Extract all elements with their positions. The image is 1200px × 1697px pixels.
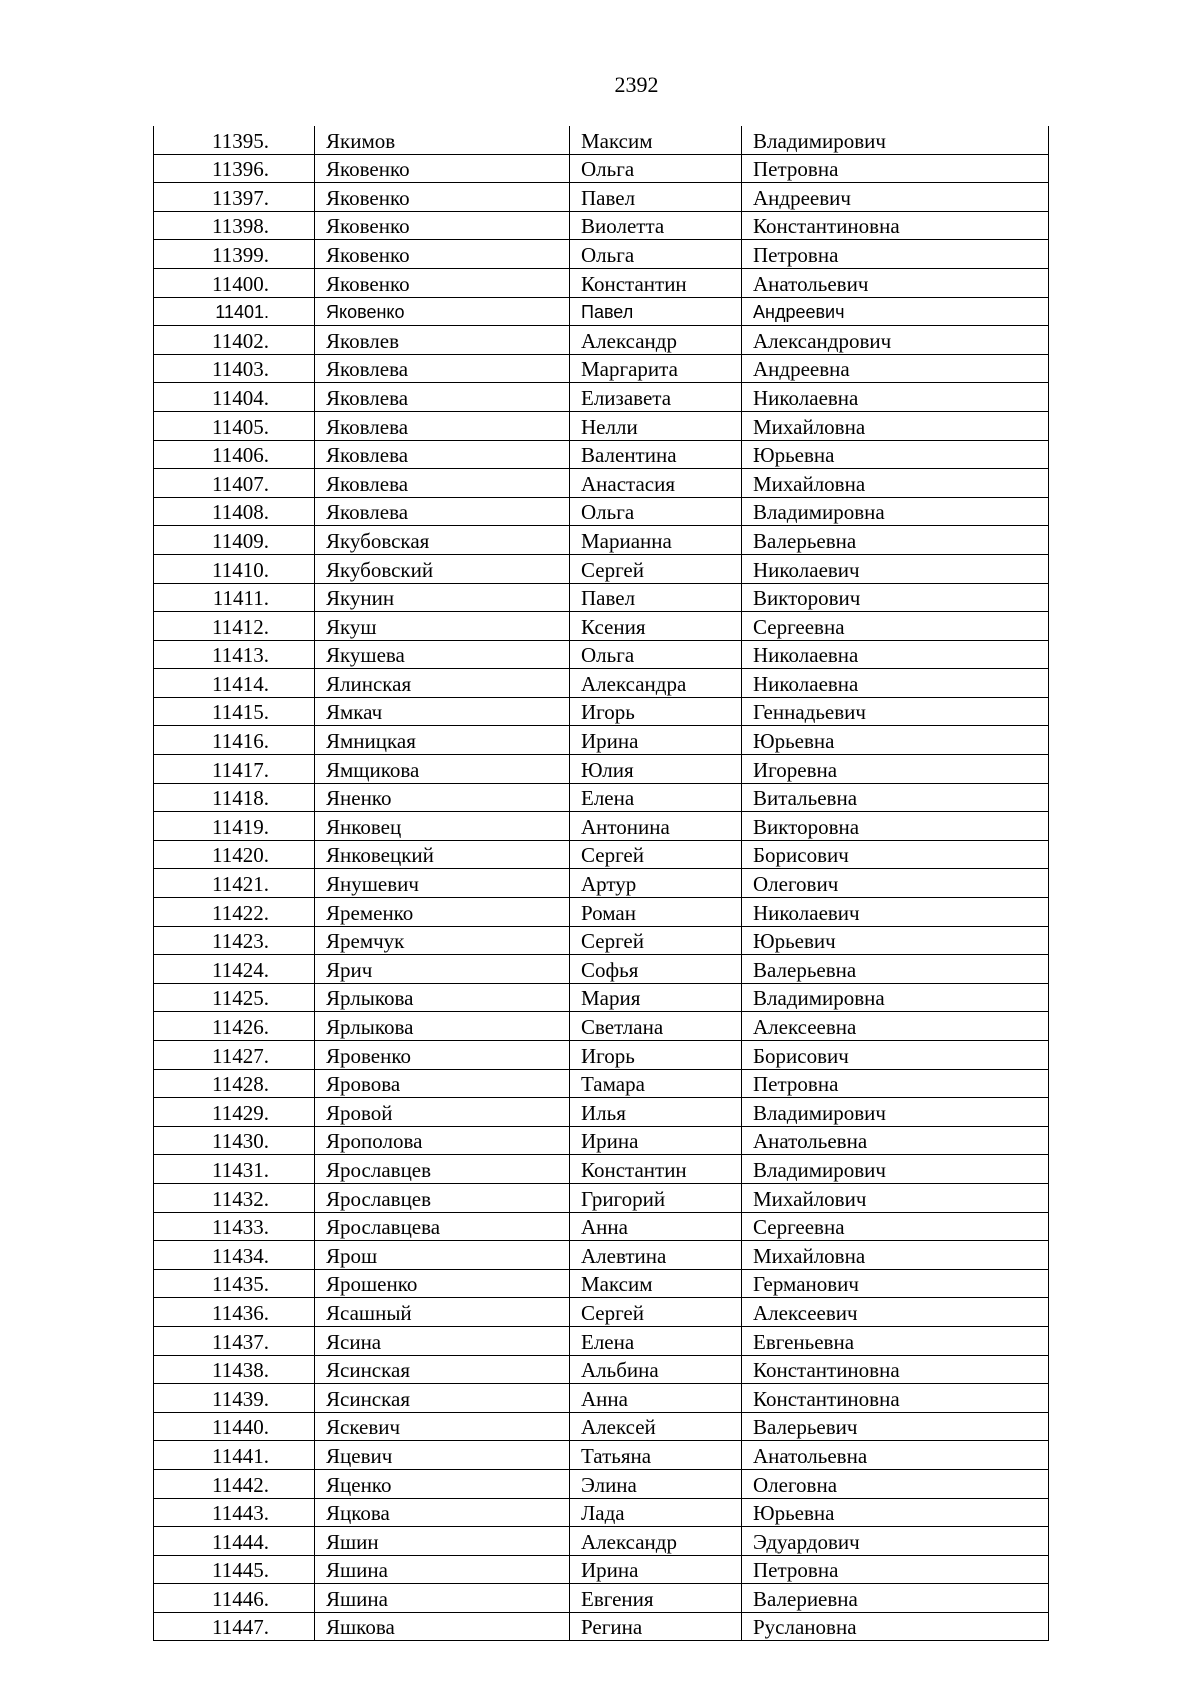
table-row — [154, 268, 1049, 297]
row-number-cell: 11422. — [154, 898, 315, 927]
row-number-cell: 11442. — [154, 1469, 315, 1498]
first-name-cell: Лада — [570, 1498, 742, 1527]
first-name-cell: Алевтина — [570, 1241, 742, 1270]
surname-cell: Ясина — [315, 1326, 570, 1355]
table-row — [154, 1241, 1049, 1270]
first-name-cell: Роман — [570, 898, 742, 927]
table-row — [154, 669, 1049, 698]
first-name-cell: Регина — [570, 1612, 742, 1641]
patronymic-cell: Анатольевич — [742, 268, 1049, 297]
row-number-cell: 11432. — [154, 1183, 315, 1212]
row-number-cell: 11420. — [154, 840, 315, 869]
table-row — [154, 1012, 1049, 1041]
surname-cell: Ярославцев — [315, 1155, 570, 1184]
patronymic-cell: Андреевна — [742, 354, 1049, 383]
row-number-cell: 11398. — [154, 211, 315, 240]
row-number-cell: 11411. — [154, 583, 315, 612]
table-row — [154, 812, 1049, 841]
table-row — [154, 1469, 1049, 1498]
surname-cell: Яковлева — [315, 497, 570, 526]
row-number-cell: 11412. — [154, 612, 315, 641]
table-row — [154, 697, 1049, 726]
table-row — [154, 469, 1049, 498]
table-row — [154, 1612, 1049, 1641]
patronymic-cell: Валериевна — [742, 1584, 1049, 1613]
table-row — [154, 126, 1049, 154]
first-name-cell: Артур — [570, 869, 742, 898]
surname-cell: Ярославцева — [315, 1212, 570, 1241]
first-name-cell: Маргарита — [570, 354, 742, 383]
row-number-cell: 11428. — [154, 1069, 315, 1098]
patronymic-cell: Николаевна — [742, 383, 1049, 412]
table-row — [154, 1041, 1049, 1070]
surname-cell: Яскевич — [315, 1412, 570, 1441]
patronymic-cell: Петровна — [742, 240, 1049, 269]
row-number-cell: 11402. — [154, 326, 315, 355]
patronymic-cell: Николаевич — [742, 898, 1049, 927]
first-name-cell: Ольга — [570, 154, 742, 183]
surname-cell: Ямкач — [315, 697, 570, 726]
row-number-cell: 11431. — [154, 1155, 315, 1184]
row-number-cell: 11408. — [154, 497, 315, 526]
first-name-cell: Павел — [570, 297, 742, 326]
row-number-cell: 11427. — [154, 1041, 315, 1070]
first-name-cell: Анастасия — [570, 469, 742, 498]
table-row — [154, 497, 1049, 526]
patronymic-cell: Руслановна — [742, 1612, 1049, 1641]
surname-cell: Яшин — [315, 1527, 570, 1556]
table-row — [154, 1527, 1049, 1556]
first-name-cell: Антонина — [570, 812, 742, 841]
first-name-cell: Светлана — [570, 1012, 742, 1041]
patronymic-cell: Борисович — [742, 1041, 1049, 1070]
table-row — [154, 783, 1049, 812]
first-name-cell: Александра — [570, 669, 742, 698]
patronymic-cell: Алексеевна — [742, 1012, 1049, 1041]
roster-table — [153, 126, 1049, 1641]
patronymic-cell: Олеговна — [742, 1469, 1049, 1498]
patronymic-cell: Игоревна — [742, 755, 1049, 784]
row-number-cell: 11445. — [154, 1555, 315, 1584]
first-name-cell: Елена — [570, 783, 742, 812]
table-row — [154, 154, 1049, 183]
surname-cell: Янковецкий — [315, 840, 570, 869]
row-number-cell: 11416. — [154, 726, 315, 755]
surname-cell: Яковлева — [315, 469, 570, 498]
row-number-cell: 11425. — [154, 983, 315, 1012]
row-number-cell: 11405. — [154, 411, 315, 440]
row-number-cell: 11399. — [154, 240, 315, 269]
row-number-cell: 11444. — [154, 1527, 315, 1556]
surname-cell: Якуш — [315, 612, 570, 641]
table-row — [154, 1069, 1049, 1098]
table-row — [154, 898, 1049, 927]
row-number-cell: 11409. — [154, 526, 315, 555]
surname-cell: Якимов — [315, 126, 570, 154]
surname-cell: Яцкова — [315, 1498, 570, 1527]
surname-cell: Ясинская — [315, 1384, 570, 1413]
first-name-cell: Альбина — [570, 1355, 742, 1384]
surname-cell: Ямщикова — [315, 755, 570, 784]
patronymic-cell: Витальевна — [742, 783, 1049, 812]
table-row — [154, 1498, 1049, 1527]
first-name-cell: Павел — [570, 583, 742, 612]
row-number-cell: 11430. — [154, 1126, 315, 1155]
first-name-cell: Мария — [570, 983, 742, 1012]
roster-body — [154, 126, 1049, 1641]
table-row — [154, 1155, 1049, 1184]
patronymic-cell: Германович — [742, 1269, 1049, 1298]
surname-cell: Яковенко — [315, 183, 570, 212]
patronymic-cell: Андреевич — [742, 183, 1049, 212]
surname-cell: Яковенко — [315, 211, 570, 240]
first-name-cell: Сергей — [570, 926, 742, 955]
first-name-cell: Сергей — [570, 554, 742, 583]
first-name-cell: Софья — [570, 955, 742, 984]
patronymic-cell: Владимировна — [742, 497, 1049, 526]
patronymic-cell: Геннадьевич — [742, 697, 1049, 726]
page-number: 2392 — [614, 72, 659, 97]
surname-cell: Яровой — [315, 1098, 570, 1127]
patronymic-cell: Владимирович — [742, 126, 1049, 154]
patronymic-cell: Петровна — [742, 1555, 1049, 1584]
patronymic-cell: Михайловна — [742, 469, 1049, 498]
surname-cell: Яненко — [315, 783, 570, 812]
first-name-cell: Татьяна — [570, 1441, 742, 1470]
table-row — [154, 440, 1049, 469]
first-name-cell: Ольга — [570, 640, 742, 669]
patronymic-cell: Константиновна — [742, 1384, 1049, 1413]
table-row — [154, 1212, 1049, 1241]
row-number-cell: 11404. — [154, 383, 315, 412]
table-row — [154, 1412, 1049, 1441]
patronymic-cell: Петровна — [742, 154, 1049, 183]
surname-cell: Яковлев — [315, 326, 570, 355]
row-number-cell: 11415. — [154, 697, 315, 726]
table-row — [154, 1269, 1049, 1298]
surname-cell: Ярич — [315, 955, 570, 984]
table-row — [154, 1126, 1049, 1155]
first-name-cell: Максим — [570, 1269, 742, 1298]
first-name-cell: Тамара — [570, 1069, 742, 1098]
patronymic-cell: Юрьевна — [742, 726, 1049, 755]
surname-cell: Янковец — [315, 812, 570, 841]
first-name-cell: Илья — [570, 1098, 742, 1127]
surname-cell: Ярлыкова — [315, 1012, 570, 1041]
first-name-cell: Сергей — [570, 1298, 742, 1327]
surname-cell: Яковлева — [315, 354, 570, 383]
surname-cell: Яковлева — [315, 440, 570, 469]
first-name-cell: Евгения — [570, 1584, 742, 1613]
table-row — [154, 326, 1049, 355]
patronymic-cell: Андреевич — [742, 297, 1049, 326]
patronymic-cell: Николаевна — [742, 640, 1049, 669]
patronymic-cell: Сергеевна — [742, 1212, 1049, 1241]
row-number-cell: 11419. — [154, 812, 315, 841]
patronymic-cell: Константиновна — [742, 211, 1049, 240]
surname-cell: Ялинская — [315, 669, 570, 698]
first-name-cell: Игорь — [570, 697, 742, 726]
patronymic-cell: Владимирович — [742, 1155, 1049, 1184]
first-name-cell: Элина — [570, 1469, 742, 1498]
first-name-cell: Александр — [570, 326, 742, 355]
row-number-cell: 11433. — [154, 1212, 315, 1241]
surname-cell: Ясинская — [315, 1355, 570, 1384]
row-number-cell: 11410. — [154, 554, 315, 583]
surname-cell: Яровова — [315, 1069, 570, 1098]
patronymic-cell: Викторовна — [742, 812, 1049, 841]
patronymic-cell: Валерьевна — [742, 955, 1049, 984]
surname-cell: Янушевич — [315, 869, 570, 898]
first-name-cell: Юлия — [570, 755, 742, 784]
surname-cell: Ярлыкова — [315, 983, 570, 1012]
row-number-cell: 11435. — [154, 1269, 315, 1298]
row-number-cell: 11446. — [154, 1584, 315, 1613]
surname-cell: Якубовская — [315, 526, 570, 555]
patronymic-cell: Сергеевна — [742, 612, 1049, 641]
row-number-cell: 11447. — [154, 1612, 315, 1641]
row-number-cell: 11429. — [154, 1098, 315, 1127]
patronymic-cell: Алексеевич — [742, 1298, 1049, 1327]
patronymic-cell: Евгеньевна — [742, 1326, 1049, 1355]
first-name-cell: Ольга — [570, 497, 742, 526]
row-number-cell: 11436. — [154, 1298, 315, 1327]
surname-cell: Яременко — [315, 898, 570, 927]
surname-cell: Яшина — [315, 1584, 570, 1613]
table-row — [154, 583, 1049, 612]
patronymic-cell: Валерьевна — [742, 526, 1049, 555]
table-row — [154, 869, 1049, 898]
first-name-cell: Виолетта — [570, 211, 742, 240]
patronymic-cell: Константиновна — [742, 1355, 1049, 1384]
row-number-cell: 11437. — [154, 1326, 315, 1355]
table-row — [154, 612, 1049, 641]
first-name-cell: Игорь — [570, 1041, 742, 1070]
row-number-cell: 11438. — [154, 1355, 315, 1384]
first-name-cell: Павел — [570, 183, 742, 212]
first-name-cell: Константин — [570, 1155, 742, 1184]
surname-cell: Ярополова — [315, 1126, 570, 1155]
table-row — [154, 955, 1049, 984]
patronymic-cell: Эдуардович — [742, 1527, 1049, 1556]
patronymic-cell: Николаевич — [742, 554, 1049, 583]
table-row — [154, 1584, 1049, 1613]
first-name-cell: Алексей — [570, 1412, 742, 1441]
patronymic-cell: Владимирович — [742, 1098, 1049, 1127]
row-number-cell: 11400. — [154, 268, 315, 297]
patronymic-cell: Юрьевич — [742, 926, 1049, 955]
patronymic-cell: Юрьевна — [742, 1498, 1049, 1527]
first-name-cell: Елизавета — [570, 383, 742, 412]
patronymic-cell: Юрьевна — [742, 440, 1049, 469]
table-row — [154, 240, 1049, 269]
table-row — [154, 1098, 1049, 1127]
patronymic-cell: Анатольевна — [742, 1441, 1049, 1470]
row-number-cell: 11423. — [154, 926, 315, 955]
row-number-cell: 11406. — [154, 440, 315, 469]
first-name-cell: Ирина — [570, 1555, 742, 1584]
row-number-cell: 11443. — [154, 1498, 315, 1527]
table-row — [154, 926, 1049, 955]
table-row — [154, 354, 1049, 383]
table-row — [154, 726, 1049, 755]
surname-cell: Ямницкая — [315, 726, 570, 755]
patronymic-cell: Валерьевич — [742, 1412, 1049, 1441]
first-name-cell: Елена — [570, 1326, 742, 1355]
row-number-cell: 11414. — [154, 669, 315, 698]
table-row — [154, 755, 1049, 784]
row-number-cell: 11441. — [154, 1441, 315, 1470]
first-name-cell: Ирина — [570, 1126, 742, 1155]
surname-cell: Якушева — [315, 640, 570, 669]
patronymic-cell: Викторович — [742, 583, 1049, 612]
table-row — [154, 640, 1049, 669]
patronymic-cell: Николаевна — [742, 669, 1049, 698]
patronymic-cell: Петровна — [742, 1069, 1049, 1098]
surname-cell: Ясашный — [315, 1298, 570, 1327]
surname-cell: Яковенко — [315, 268, 570, 297]
surname-cell: Яковенко — [315, 297, 570, 326]
surname-cell: Яшкова — [315, 1612, 570, 1641]
table-row — [154, 840, 1049, 869]
surname-cell: Яковлева — [315, 383, 570, 412]
first-name-cell: Константин — [570, 268, 742, 297]
patronymic-cell: Михайловна — [742, 1241, 1049, 1270]
table-row — [154, 1183, 1049, 1212]
surname-cell: Яценко — [315, 1469, 570, 1498]
row-number-cell: 11439. — [154, 1384, 315, 1413]
surname-cell: Якубовский — [315, 554, 570, 583]
row-number-cell: 11396. — [154, 154, 315, 183]
first-name-cell: Анна — [570, 1384, 742, 1413]
table-row — [154, 383, 1049, 412]
row-number-cell: 11426. — [154, 1012, 315, 1041]
surname-cell: Якунин — [315, 583, 570, 612]
row-number-cell: 11417. — [154, 755, 315, 784]
patronymic-cell: Михайлович — [742, 1183, 1049, 1212]
surname-cell: Яровенко — [315, 1041, 570, 1070]
first-name-cell: Ирина — [570, 726, 742, 755]
table-row — [154, 1326, 1049, 1355]
table-row — [154, 1355, 1049, 1384]
surname-cell: Яковенко — [315, 240, 570, 269]
first-name-cell: Ольга — [570, 240, 742, 269]
table-row — [154, 183, 1049, 212]
row-number-cell: 11397. — [154, 183, 315, 212]
patronymic-cell: Борисович — [742, 840, 1049, 869]
surname-cell: Яцевич — [315, 1441, 570, 1470]
row-number-cell: 11403. — [154, 354, 315, 383]
table-row — [154, 1384, 1049, 1413]
first-name-cell: Нелли — [570, 411, 742, 440]
surname-cell: Ярош — [315, 1241, 570, 1270]
table-row — [154, 554, 1049, 583]
table-row — [154, 1555, 1049, 1584]
surname-cell: Яремчук — [315, 926, 570, 955]
surname-cell: Яковенко — [315, 154, 570, 183]
first-name-cell: Александр — [570, 1527, 742, 1556]
patronymic-cell: Анатольевна — [742, 1126, 1049, 1155]
first-name-cell: Ксения — [570, 612, 742, 641]
row-number-cell: 11421. — [154, 869, 315, 898]
table-row — [154, 297, 1049, 326]
row-number-cell: 11424. — [154, 955, 315, 984]
patronymic-cell: Михайловна — [742, 411, 1049, 440]
patronymic-cell: Владимировна — [742, 983, 1049, 1012]
surname-cell: Ярославцев — [315, 1183, 570, 1212]
row-number-cell: 11401. — [154, 297, 315, 326]
first-name-cell: Сергей — [570, 840, 742, 869]
table-row — [154, 526, 1049, 555]
patronymic-cell: Олегович — [742, 869, 1049, 898]
surname-cell: Ярошенко — [315, 1269, 570, 1298]
table-row — [154, 983, 1049, 1012]
table-row — [154, 411, 1049, 440]
surname-cell: Яшина — [315, 1555, 570, 1584]
surname-cell: Яковлева — [315, 411, 570, 440]
row-number-cell: 11418. — [154, 783, 315, 812]
row-number-cell: 11440. — [154, 1412, 315, 1441]
row-number-cell: 11395. — [154, 126, 315, 154]
table-row — [154, 1441, 1049, 1470]
first-name-cell: Максим — [570, 126, 742, 154]
row-number-cell: 11413. — [154, 640, 315, 669]
table-row — [154, 211, 1049, 240]
row-number-cell: 11434. — [154, 1241, 315, 1270]
patronymic-cell: Александрович — [742, 326, 1049, 355]
first-name-cell: Валентина — [570, 440, 742, 469]
first-name-cell: Григорий — [570, 1183, 742, 1212]
first-name-cell: Марианна — [570, 526, 742, 555]
first-name-cell: Анна — [570, 1212, 742, 1241]
row-number-cell: 11407. — [154, 469, 315, 498]
table-row — [154, 1298, 1049, 1327]
